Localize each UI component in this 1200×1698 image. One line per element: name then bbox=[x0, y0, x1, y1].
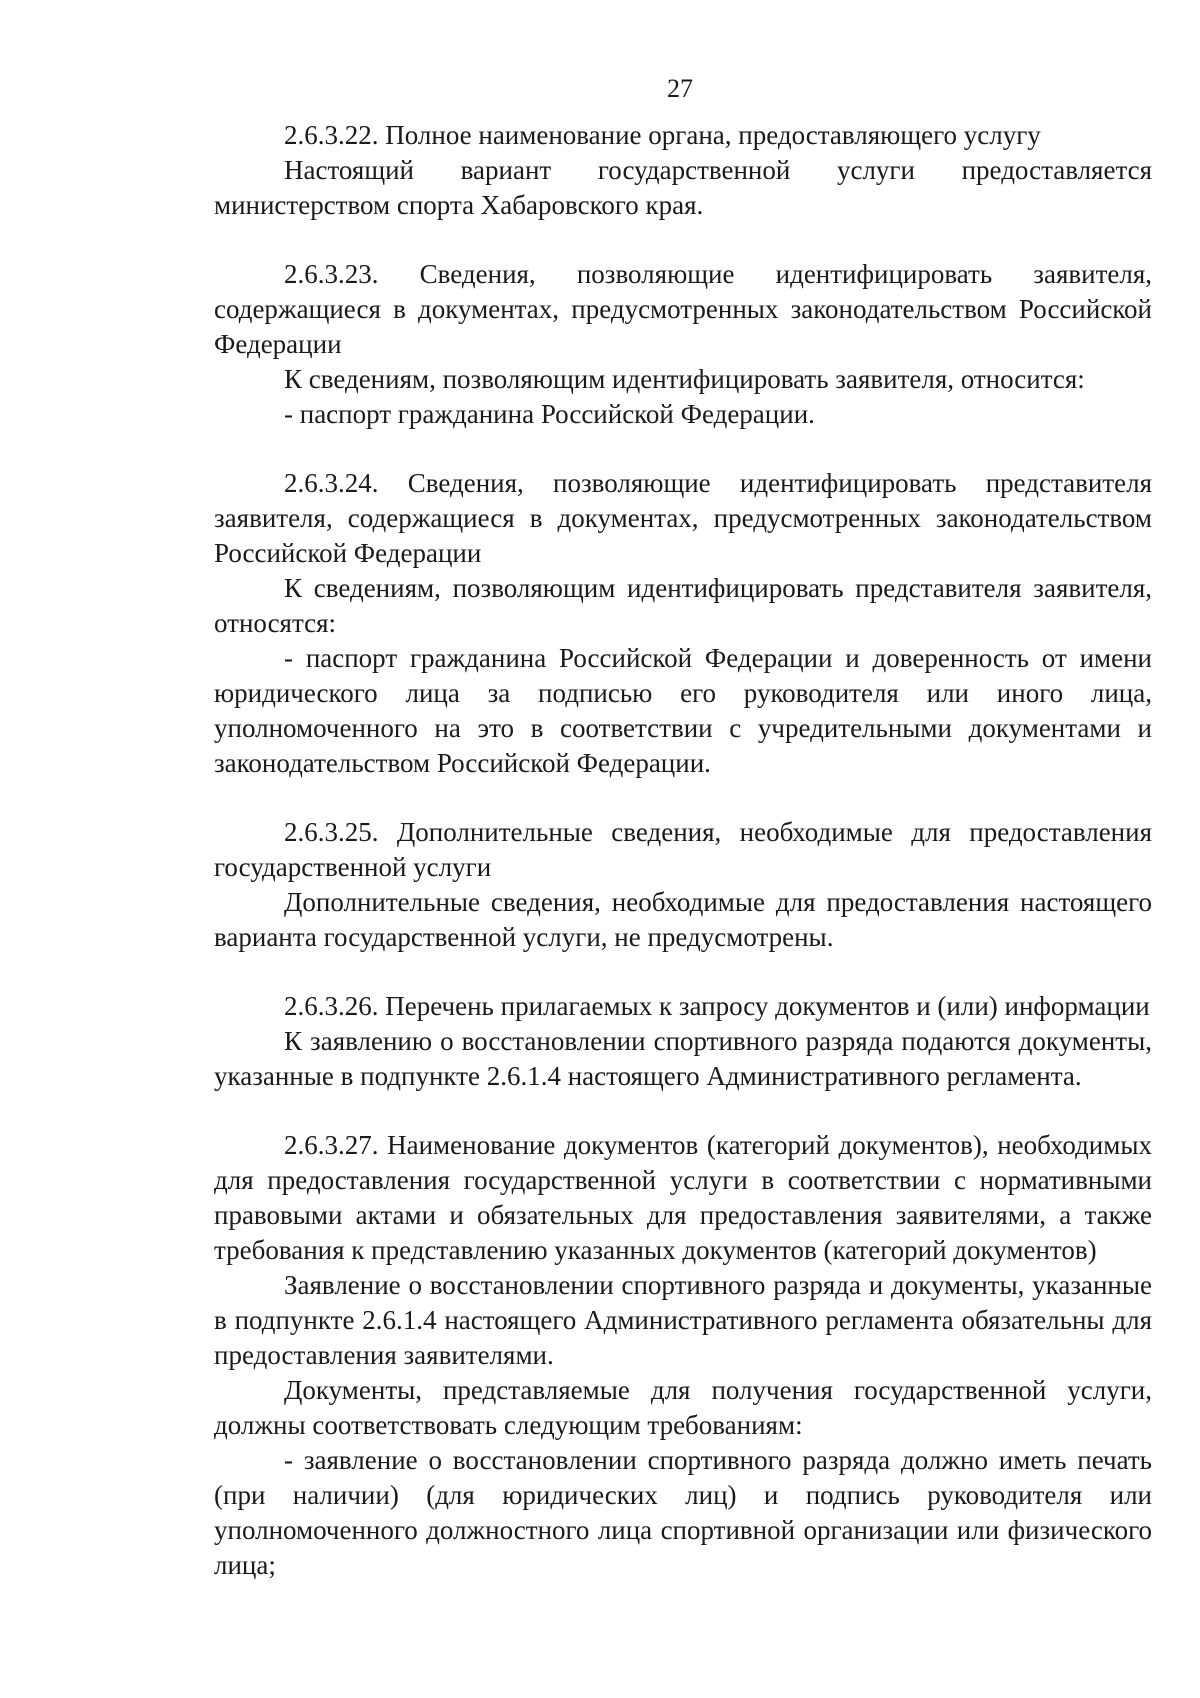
section-2-6-3-22 bbox=[214, 118, 1152, 223]
section-2-6-3-27 bbox=[214, 1128, 1152, 1583]
section-heading: 2.6.3.24. Сведения, позволяющие идентифицировать представителя заявителя, содержащиеся в документах, предусмотренных законодательством Российской Федерации bbox=[214, 468, 1152, 568]
section-paragraph: Заявление о восстановлении спортивного разряда и документы, указанные в подпункте 2.6.1.4 настоящего Административного регламента обязательны для предоставления заявителями. bbox=[214, 1270, 1152, 1370]
section-2-6-3-26 bbox=[214, 989, 1152, 1094]
section-paragraph: К сведениям, позволяющим идентифицировать заявителя, относится: bbox=[284, 364, 1085, 394]
list-item: - заявление о восстановлении спортивного разряда должно иметь печать (при наличии) (для юридических лиц) и подпись руководителя или уполномоченного должностного лица спортивной организации или физического лица; bbox=[214, 1445, 1152, 1580]
page-number: 27 bbox=[667, 74, 693, 103]
section-paragraph: К сведениям, позволяющим идентифицировать представителя заявителя, относятся: bbox=[214, 573, 1152, 638]
section-paragraph: Настоящий вариант государственной услуги предоставляется министерством спорта Хабаровского края. bbox=[214, 155, 1152, 220]
section-heading: 2.6.3.26. Перечень прилагаемых к запросу документов и (или) информации bbox=[284, 991, 1150, 1021]
list-item: - паспорт гражданина Российской Федерации и доверенность от имени юридического лица за подписью его руководителя или иного лица, уполномоченного на это в соответствии с учредительными документами и законодательством Российской Федерации. bbox=[214, 643, 1152, 778]
section-heading: 2.6.3.22. Полное наименование органа, предоставляющего услугу bbox=[284, 120, 1041, 150]
section-heading: 2.6.3.23. Сведения, позволяющие идентифицировать заявителя, содержащиеся в документах, предусмотренных законодательством Российской Федерации bbox=[214, 259, 1152, 359]
section-heading: 2.6.3.25. Дополнительные сведения, необходимые для предоставления государственной услуги bbox=[214, 817, 1152, 882]
section-paragraph: Дополнительные сведения, необходимые для предоставления настоящего варианта государственной услуги, не предусмотрены. bbox=[214, 887, 1152, 952]
document-body bbox=[214, 118, 1152, 1583]
section-2-6-3-23 bbox=[214, 257, 1152, 432]
list-item: - паспорт гражданина Российской Федерации. bbox=[284, 399, 815, 429]
section-paragraph: Документы, представляемые для получения государственной услуги, должны соответствовать следующим требованиям: bbox=[214, 1375, 1152, 1440]
section-paragraph: К заявлению о восстановлении спортивного разряда подаются документы, указанные в подпункте 2.6.1.4 настоящего Административного регламента. bbox=[214, 1026, 1152, 1091]
section-2-6-3-25 bbox=[214, 815, 1152, 955]
section-2-6-3-24 bbox=[214, 466, 1152, 781]
section-heading: 2.6.3.27. Наименование документов (категорий документов), необходимых для предоставления государственной услуги в соответствии с нормативными правовыми актами и обязательных для предоставления заявителями, а также требования к представлению указанных документов (категорий документов) bbox=[214, 1130, 1152, 1265]
